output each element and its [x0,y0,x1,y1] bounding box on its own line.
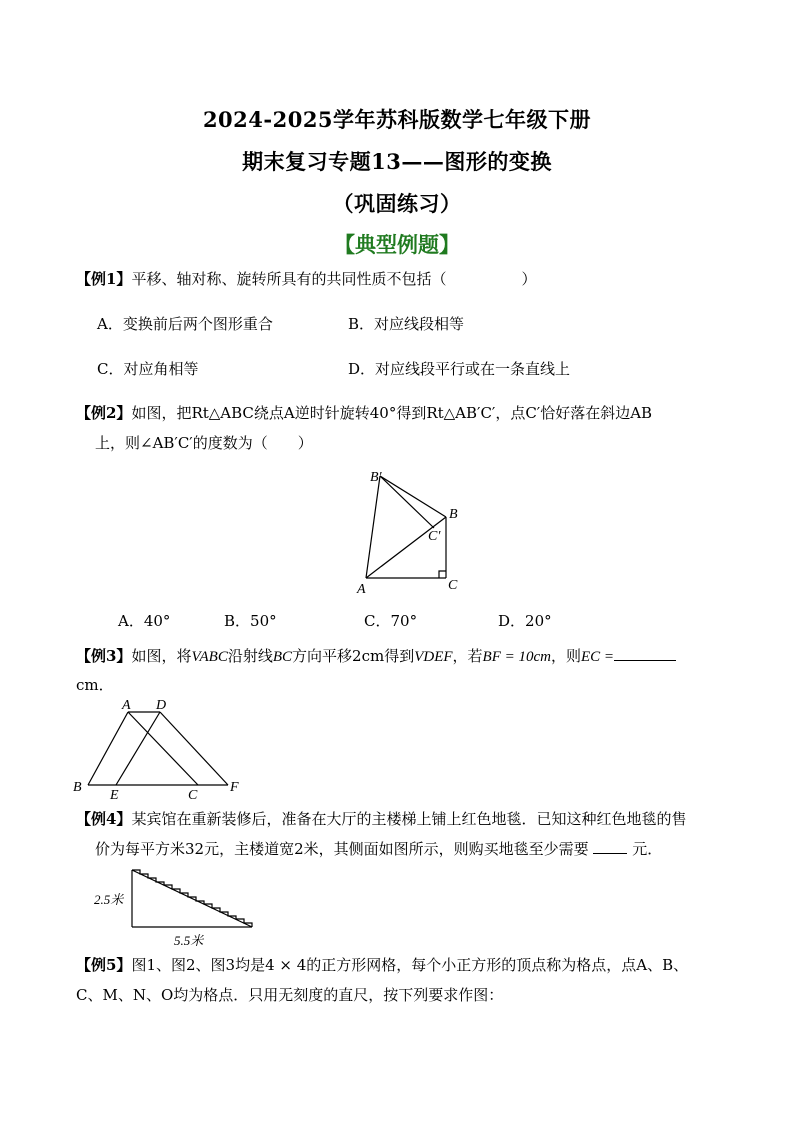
title-line-2: 期末复习专题13——图形的变换 [242,149,552,174]
label-width: 5.5米 [174,933,204,948]
example-2-text-1: 如图，把Rt△ABC绕点A逆时针旋转40°得到Rt△AB′C′，点C′恰好落在斜边AB [131,404,653,422]
section-heading: 【典型例题】 [334,232,460,257]
ex3-ask: EC = [581,649,615,665]
example-5-line-2: C、M、N、O均为格点．只用无刻度的直尺，按下列要求作图： [76,986,504,1004]
example-3-tag: 【例3】 [76,647,132,665]
segment-d-f [160,712,228,785]
label-c: C [188,788,198,800]
label-f: F [230,780,239,795]
segment-a-b1 [366,476,380,578]
staircase-figure [92,866,262,950]
label-e: E [110,788,119,800]
ex3-condition: BF = 10cm [482,649,551,665]
ex3-text-5: ，则 [550,647,581,665]
example-4-line-2 [95,838,775,860]
example-5-text-1: 图1、图2、图3均是4 × 4的正方形网格，每个小正方形的顶点称为格点，点A、B、 [131,956,689,974]
example-4-text-3: 元． [632,840,663,858]
label-d: D [156,698,167,713]
example-1-text: 平移、轴对称、旋转所具有的共同性质不包括（ ） [131,270,537,288]
ex3-text-2: 沿射线 [227,647,273,665]
label-c: C [448,578,458,593]
ex3-text-3: 方向平移2cm得到 [292,647,415,665]
example-5-tag: 【例5】 [76,956,132,974]
example-5-line-1 [76,954,776,976]
example-2-tag: 【例2】 [76,404,132,422]
example-4-line-1 [76,808,776,830]
ex4-answer-blank [593,839,627,854]
example-4-text-2: 价为每平方米32元，主楼道宽2米，其侧面如图所示，则购买地毯至少需要 [95,840,589,858]
label-b: B [73,780,82,795]
example-4-text-1: 某宾馆在重新装修后，准备在大厅的主楼梯上铺上红色地毯．已知这种红色地毯的售 [131,810,687,828]
ex1-option-d: D．对应线段平行或在一条直线上 [348,360,571,378]
example-1-question [76,268,756,290]
label-a: A [122,698,131,713]
ex2-option-b: B．50° [224,612,277,630]
example-3-line-1 [76,645,776,668]
ex3-triangle-def: VDEF [414,649,453,665]
translation-figure [68,695,248,800]
example-2-line-1 [76,402,776,424]
ex2-option-a: A．40° [118,612,171,630]
ex1-option-c: C．对应角相等 [97,360,199,378]
segment-b1-b [380,476,446,517]
example-4-tag: 【例4】 [76,810,132,828]
ex2-option-d: D．20° [498,612,552,630]
ex3-triangle-abc: VABC [191,649,228,665]
example-1-tag: 【例1】 [76,270,132,288]
title-line-1: 2024-2025学年苏科版数学七年级下册 [202,107,592,132]
ex1-option-b: B．对应线段相等 [348,315,465,333]
example-3-line-2: cm． [76,676,114,694]
ex2-option-c: C．70° [364,612,418,630]
label-b: B [449,507,458,522]
ex3-text-4: ，若 [452,647,483,665]
ex3-answer-blank [614,646,676,661]
label-b-prime: B′ [370,470,382,485]
example-2-line-2: 上，则∠AB′C′的度数为（ ） [95,434,313,452]
ex3-ray-bc: BC [272,649,293,665]
segment-b1-c1 [380,476,434,528]
label-a: A [357,582,366,597]
label-c-prime: C′ [428,529,441,544]
rotation-figure [350,462,470,597]
title-line-3: （巩固练习） [332,191,462,216]
right-angle-c [439,571,446,578]
label-height: 2.5米 [94,892,124,907]
segment-a-b [366,517,446,578]
ex1-option-a: A．变换前后两个图形重合 [97,315,273,333]
ex3-text-1: 如图，将 [131,647,192,665]
